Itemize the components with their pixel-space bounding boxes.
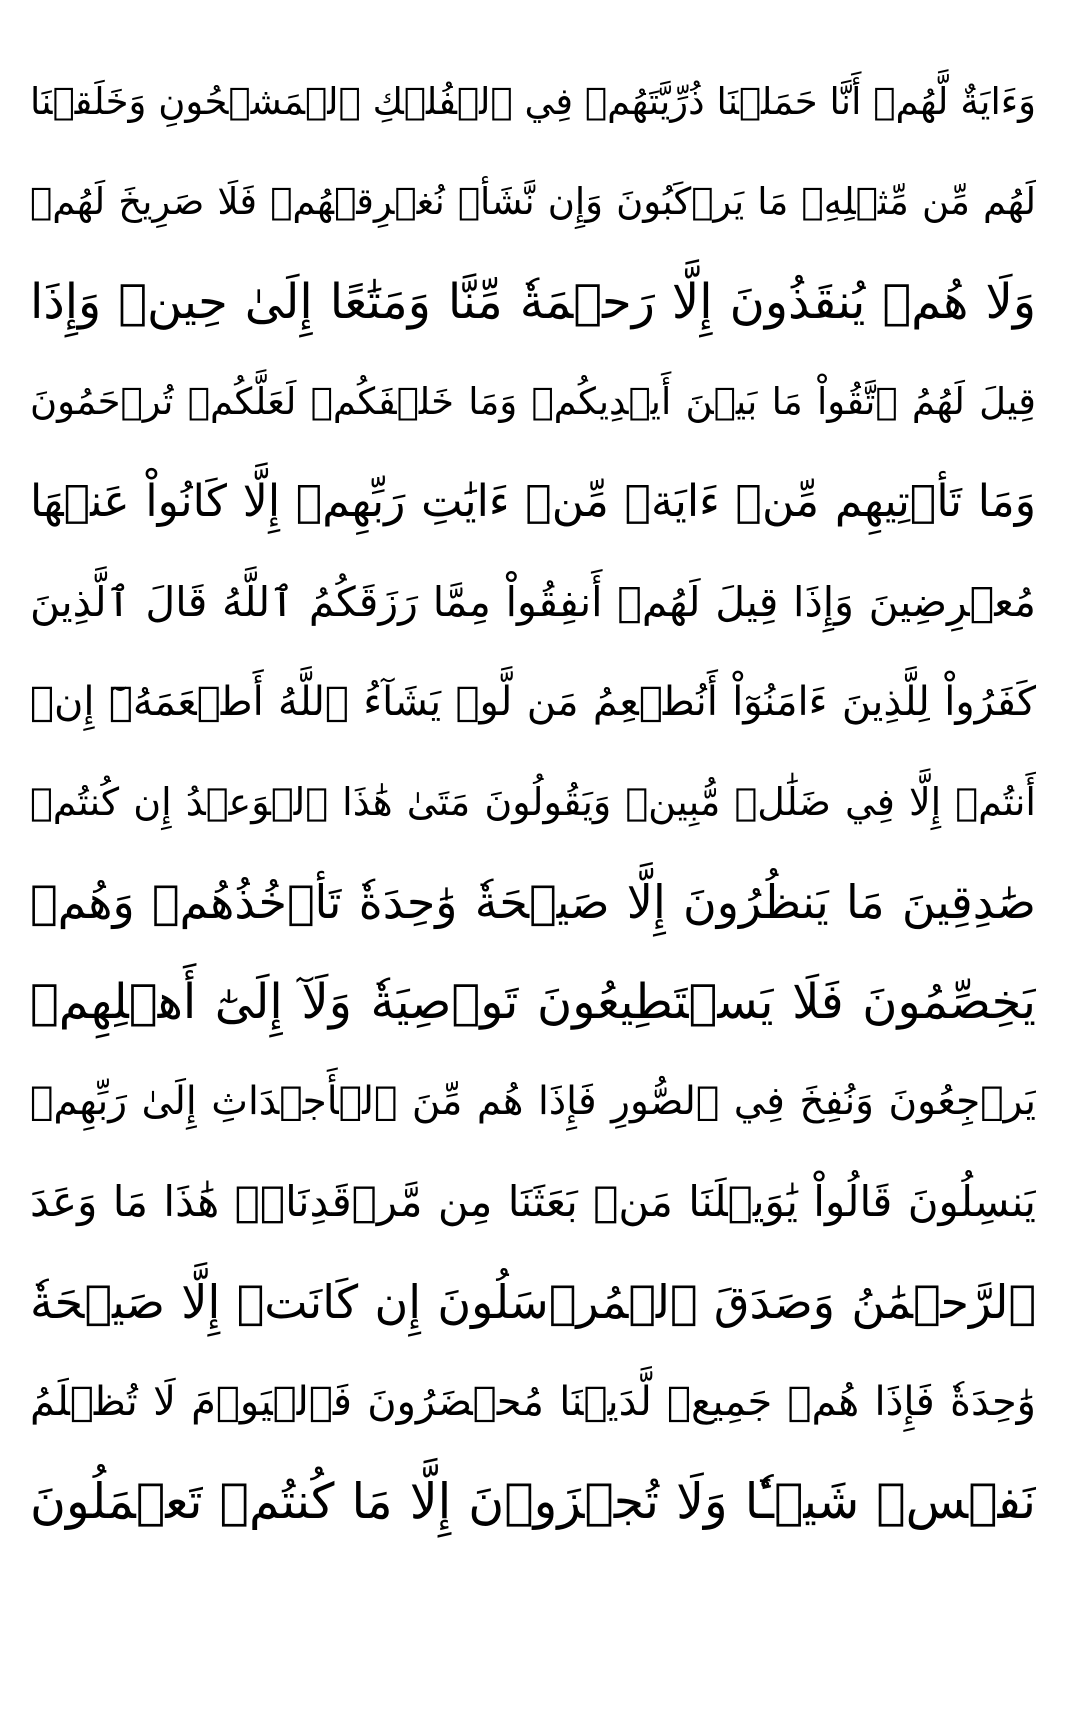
verse-line-9: صَٰدِقِينَ مَا يَنظُرُونَ إِلَّا صَيۡحَةٗ وَٰحِدَةٗ تَأۡخُذُهُمۡ وَهُمۡ <box>30 875 1036 929</box>
verse-line-7: كَفَرُواْ لِلَّذِينَ ءَامَنُوٓاْ أَنُطۡعِمُ مَن لَّوۡ يَشَآءُ ٱللَّهُ أَطۡعَمَهُۥٓ إِنۡ <box>30 679 1036 725</box>
verse-line-14: وَٰحِدَةٗ فَإِذَا هُمۡ جَمِيعٞ لَّدَيۡنَا مُحۡضَرُونَ فَٱلۡيَوۡمَ لَا تُظۡلَمُ <box>30 1379 1036 1425</box>
verse-line-8: أَنتُمۡ إِلَّا فِي ضَلَٰلٖ مُّبِينٖ وَيَقُولُونَ مَتَىٰ هَٰذَا ٱلۡوَعۡدُ إِن كُنتُمۡ <box>30 780 1036 824</box>
verse-line-10: يَخِصِّمُونَ فَلَا يَسۡتَطِيعُونَ تَوۡصِيَةٗ وَلَآ إِلَىٰٓ أَهۡلِهِمۡ <box>30 974 1036 1030</box>
verse-line-3: وَلَا هُمۡ يُنقَذُونَ إِلَّا رَحۡمَةٗ مِّنَّا وَمَتَٰعًا إِلَىٰ حِينٖ وَإِذَا <box>30 274 1036 330</box>
verse-line-15: نَفۡسٞ شَيۡـٔٗا وَلَا تُجۡزَوۡنَ إِلَّا مَا كُنتُمۡ تَعۡمَلُونَ <box>30 1473 1036 1530</box>
verse-lines <box>30 52 1036 1552</box>
verse-line-12: يَنسِلُونَ قَالُواْ يَٰوَيۡلَنَا مَنۢ بَعَثَنَا مِن مَّرۡقَدِنَاۜۗ هَٰذَا مَا وَعَدَ <box>30 1177 1036 1226</box>
verse-line-2: لَهُم مِّن مِّثۡلِهِۦ مَا يَرۡكَبُونَ وَإِن نَّشَأۡ نُغۡرِقۡهُمۡ فَلَا صَرِيخَ لَهُمۡ <box>30 180 1036 223</box>
verse-line-5: وَمَا تَأۡتِيهِم مِّنۡ ءَايَةٖ مِّنۡ ءَايَٰتِ رَبِّهِمۡ إِلَّا كَانُواْ عَنۡهَا <box>30 476 1036 527</box>
verse-line-11: يَرۡجِعُونَ وَنُفِخَ فِي ٱلصُّورِ فَإِذَا هُم مِّنَ ٱلۡأَجۡدَاثِ إِلَىٰ رَبِّهِمۡ <box>30 1079 1036 1124</box>
verse-line-6: مُعۡرِضِينَ وَإِذَا قِيلَ لَهُمۡ أَنفِقُواْ مِمَّا رَزَقَكُمُ ٱللَّهُ قَالَ ٱلَّذِينَ <box>30 578 1036 626</box>
verse-line-4: قِيلَ لَهُمُ ٱتَّقُواْ مَا بَيۡنَ أَيۡدِيكُمۡ وَمَا خَلۡفَكُمۡ لَعَلَّكُمۡ تُرۡحَمُونَ <box>30 380 1036 423</box>
verse-line-1: وَءَايَةٌ لَّهُمۡ أَنَّا حَمَلۡنَا ذُرِّيَّتَهُمۡ فِي ٱلۡفُلۡكِ ٱلۡمَشۡحُونِ وَخَلَقۡنَا <box>30 80 1036 123</box>
verse-line-13: ٱلرَّحۡمَٰنُ وَصَدَقَ ٱلۡمُرۡسَلُونَ إِن كَانَتۡ إِلَّا صَيۡحَةٗ <box>30 1275 1036 1329</box>
